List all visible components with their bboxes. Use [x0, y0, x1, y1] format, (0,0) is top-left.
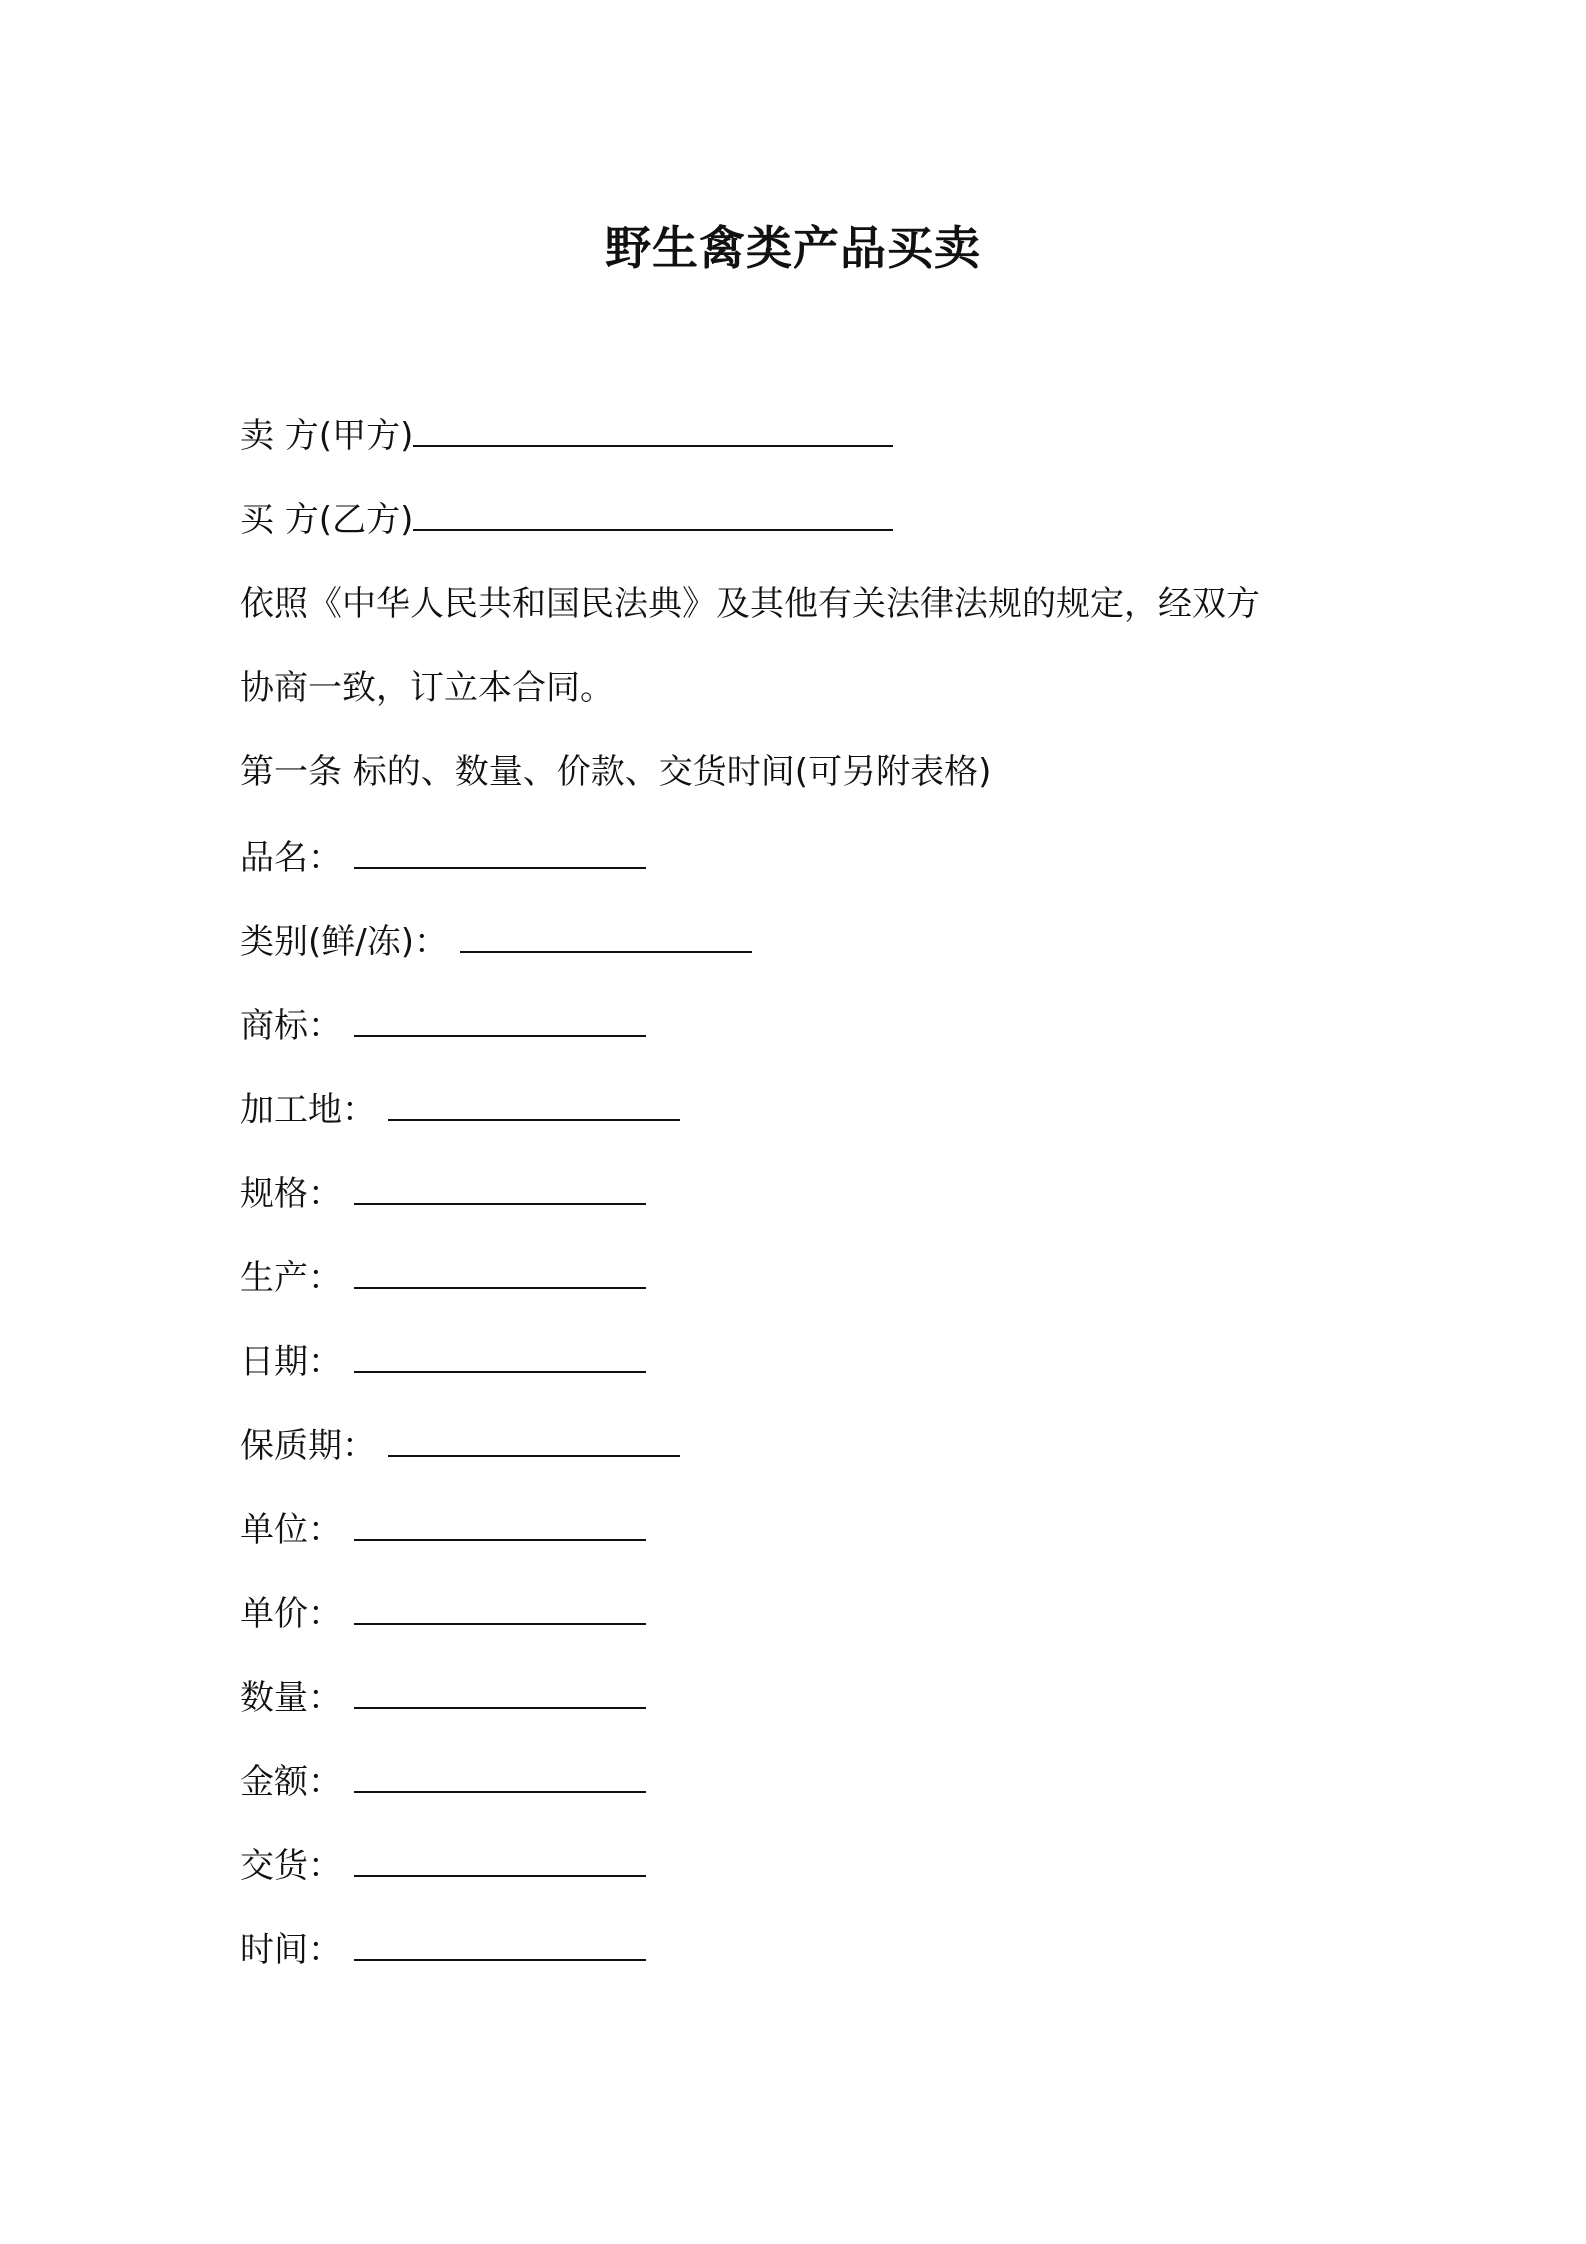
- field-row: [240, 1842, 646, 1890]
- field-row: [240, 1170, 646, 1218]
- field-blank: [388, 1425, 680, 1457]
- field-label: 类别(鲜/冻)：: [240, 922, 448, 962]
- seller-line: [240, 412, 893, 460]
- field-label: 加工地：: [240, 1090, 376, 1130]
- field-row: [240, 1674, 646, 1722]
- field-blank: [354, 1173, 646, 1205]
- field-label: 品名：: [240, 838, 342, 878]
- preamble-line-1: 依照《中华人民共和国民法典》及其他有关法律法规的规定，经双方: [240, 584, 1260, 624]
- field-blank: [354, 1929, 646, 1961]
- field-row: [240, 1002, 646, 1050]
- field-row: [240, 1422, 680, 1470]
- field-blank: [354, 1005, 646, 1037]
- seller-label: 卖 方(甲方): [240, 416, 414, 456]
- field-row: [240, 1254, 646, 1302]
- field-label: 时间：: [240, 1930, 342, 1970]
- buyer-line: [240, 496, 893, 544]
- field-row: [240, 1758, 646, 1806]
- field-row: [240, 1338, 646, 1386]
- preamble-line-2: 协商一致，订立本合同。: [240, 668, 614, 708]
- field-blank: [354, 1509, 646, 1541]
- seller-blank: [413, 415, 893, 447]
- field-blank: [354, 1593, 646, 1625]
- field-label: 日期：: [240, 1342, 342, 1382]
- buyer-blank: [413, 499, 893, 531]
- field-label: 单位：: [240, 1510, 342, 1550]
- field-label: 单价：: [240, 1594, 342, 1634]
- field-blank: [354, 837, 646, 869]
- article-1-heading: 第一条 标的、数量、价款、交货时间(可另附表格): [240, 752, 992, 792]
- field-blank: [354, 1761, 646, 1793]
- document-title: 野生禽类产品买卖: [605, 221, 981, 275]
- field-blank: [460, 921, 752, 953]
- field-label: 交货：: [240, 1846, 342, 1886]
- field-label: 数量：: [240, 1678, 342, 1718]
- field-blank: [388, 1089, 680, 1121]
- field-label: 保质期：: [240, 1426, 376, 1466]
- field-row: [240, 1590, 646, 1638]
- field-blank: [354, 1845, 646, 1877]
- field-row: [240, 1506, 646, 1554]
- field-label: 规格：: [240, 1174, 342, 1214]
- field-row: [240, 1086, 680, 1134]
- field-row: [240, 834, 646, 882]
- field-label: 金额：: [240, 1762, 342, 1802]
- field-blank: [354, 1677, 646, 1709]
- buyer-label: 买 方(乙方): [240, 500, 414, 540]
- field-label: 生产：: [240, 1258, 342, 1298]
- field-blank: [354, 1341, 646, 1373]
- field-blank: [354, 1257, 646, 1289]
- field-row: [240, 918, 752, 966]
- field-row: [240, 1926, 646, 1974]
- field-label: 商标：: [240, 1006, 342, 1046]
